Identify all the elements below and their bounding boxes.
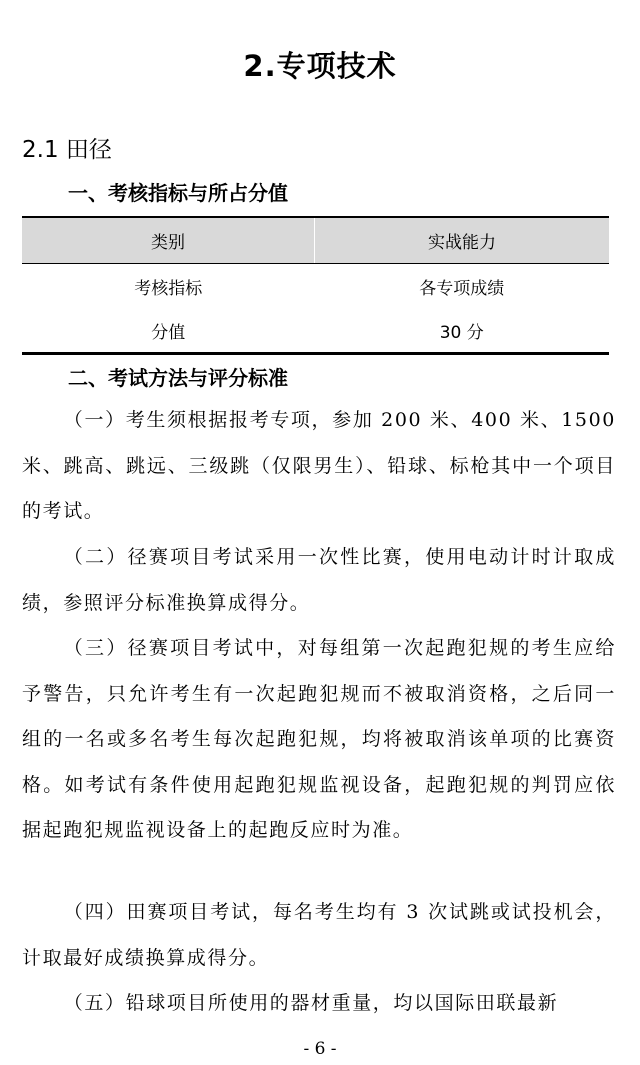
table-header-row: [22, 217, 609, 264]
table-cell: 分值: [22, 308, 315, 354]
table-header-cell: 实战能力: [315, 217, 610, 264]
table-row: [22, 308, 609, 354]
page-title: 2.专项技术: [243, 49, 397, 83]
section-heading: 2.1 田径: [22, 137, 112, 163]
paragraph: （五）铅球项目所使用的器材重量，均以国际田联最新: [63, 992, 559, 1014]
table-cell: 考核指标: [134, 278, 203, 299]
table-row: [22, 264, 609, 309]
subsection-heading-indicators: 一、考核指标与所占分值: [68, 181, 288, 205]
table-header-cell: 类别: [22, 217, 315, 264]
table-cell: 30 分: [315, 308, 610, 354]
paragraph: （二）径赛项目考试采用一次性比赛，使用电动计时计取成绩，参照评分标准换算成得分。: [22, 546, 616, 614]
subsection-heading-methods: 二、考试方法与评分标准: [68, 366, 288, 390]
paragraph: （一）考生须根据报考专项，参加 200 米、400 米、1500 米、跳高、跳远、三级跳（仅限男生）、铅球、标枪其中一个项目的考试。: [22, 409, 616, 522]
score-table: [22, 216, 609, 355]
paragraph: （四）田赛项目考试，每名考生均有 3 次试跳或试投机会，计取最好成绩换算成得分。: [22, 901, 616, 969]
page-number: - 6 -: [303, 1039, 337, 1059]
paragraph: （三）径赛项目考试中，对每组第一次起跑犯规的考生应给予警告，只允许考生有一次起跑犯规而不被取消资格，之后同一组的一名或多名考生每次起跑犯规，均将被取消该单项的比赛资格。如考试有条件使用起跑犯规监视设备，起跑犯规的判罚应依据起跑犯规监视设备上的起跑反应时为准。: [22, 637, 616, 841]
table-cell: 各专项成绩: [419, 278, 505, 299]
